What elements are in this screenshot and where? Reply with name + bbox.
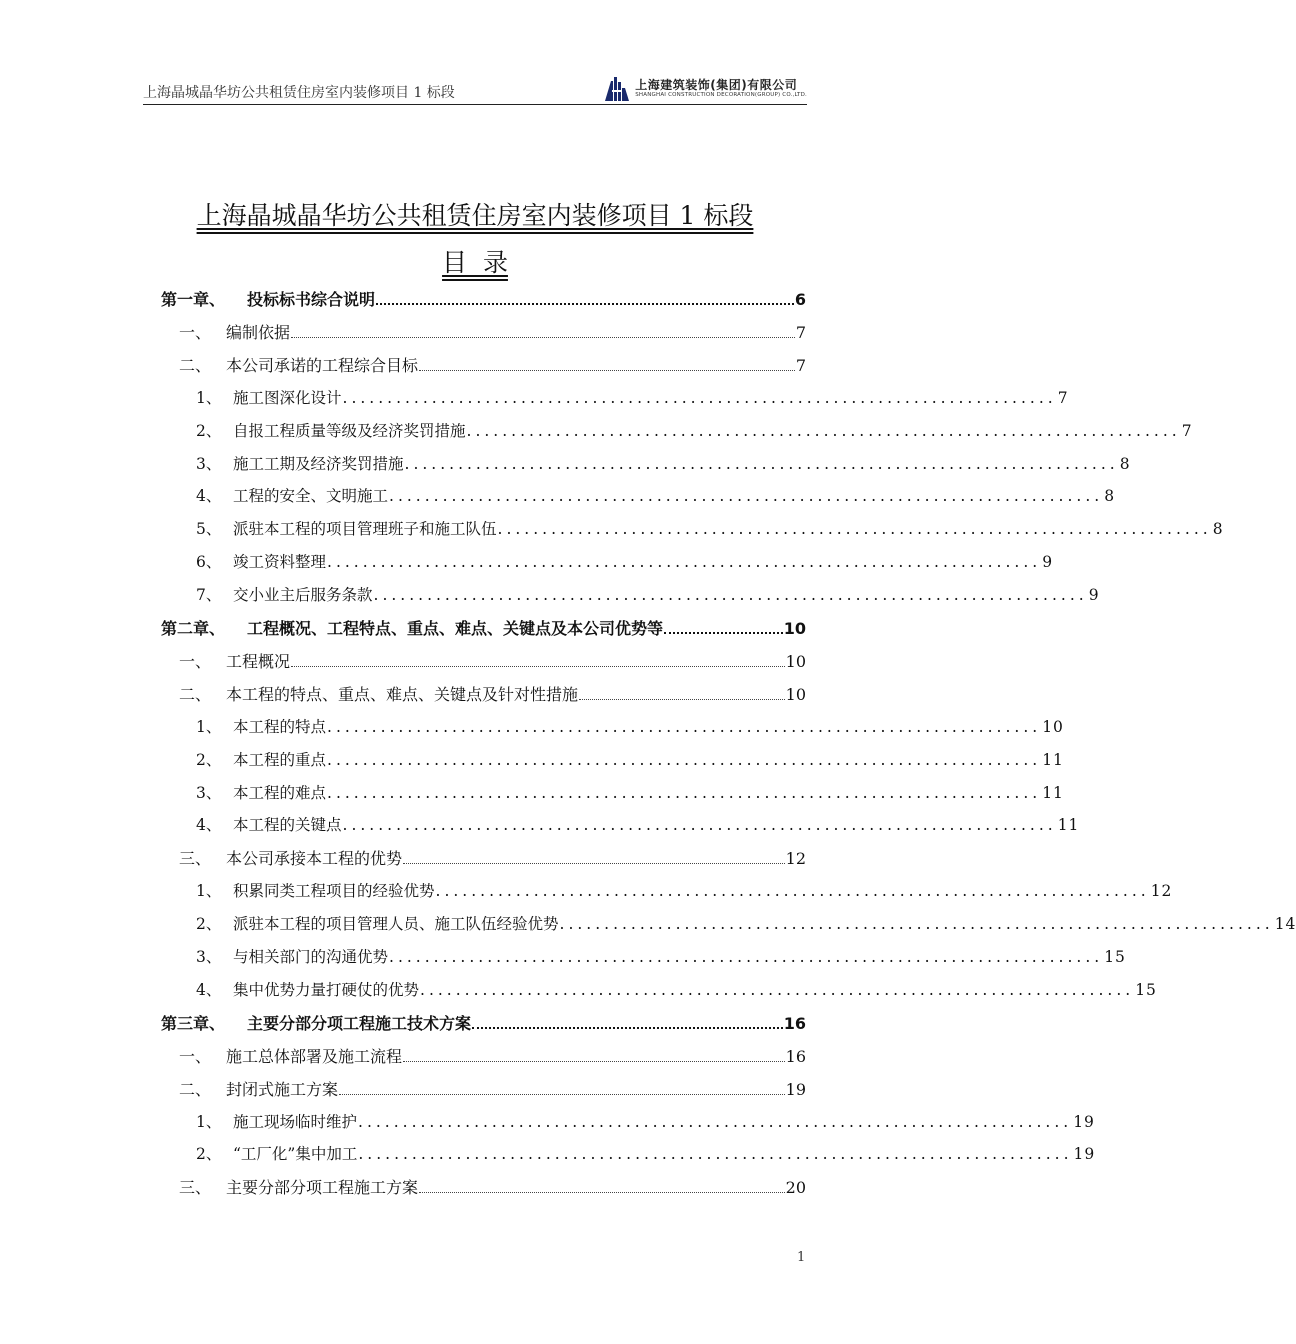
toc-entry-title: 与相关部门的沟通优势 bbox=[233, 948, 389, 966]
toc-entry-title: 本公司承接本工程的优势 bbox=[226, 849, 403, 868]
toc-entry-title: 本公司承诺的工程综合目标 bbox=[226, 356, 419, 375]
toc-entry-page: 8 bbox=[1212, 520, 1224, 538]
toc-entry[interactable] bbox=[196, 1142, 1096, 1164]
toc-entry-page: 7 bbox=[1181, 422, 1193, 440]
toc-entry-number: 5、 bbox=[196, 520, 222, 538]
toc-entry[interactable] bbox=[196, 583, 1100, 605]
page-number: 1 bbox=[797, 1250, 806, 1265]
toc-entry-number: 二、 bbox=[179, 685, 212, 704]
toc-entry-number: 2、 bbox=[196, 422, 222, 440]
toc-leader-dots bbox=[579, 698, 785, 700]
toc-entry[interactable] bbox=[179, 649, 806, 672]
toc-leader-dots: ................................................................................ bbox=[389, 948, 1104, 966]
toc-entry-page: 8 bbox=[1104, 487, 1116, 505]
page-header bbox=[143, 76, 807, 105]
toc-entry-number: 第一章、 bbox=[161, 290, 226, 309]
toc-entry[interactable] bbox=[196, 715, 1064, 737]
toc-entry-number: 2、 bbox=[196, 1145, 222, 1163]
toc-entry-title: 施工工期及经济奖罚措施 bbox=[233, 455, 404, 473]
toc-entry-page: 12 bbox=[1150, 882, 1173, 900]
toc-entry-title: 主要分部分项工程施工技术方案 bbox=[247, 1014, 472, 1033]
toc-leader-dots: ................................................................................ bbox=[358, 1145, 1073, 1163]
toc-entry-number: 第二章、 bbox=[161, 619, 226, 638]
toc-leader-dots: ................................................................................ bbox=[389, 487, 1104, 505]
toc-entry[interactable] bbox=[196, 1110, 1095, 1132]
logo-company-name: 上海建筑装饰(集团)有限公司 bbox=[635, 78, 798, 92]
toc-entry-number: 二、 bbox=[179, 1080, 212, 1099]
toc-entry-title: 派驻本工程的项目管理人员、施工队伍经验优势 bbox=[233, 915, 559, 933]
toc-entry[interactable] bbox=[196, 781, 1064, 803]
company-logo bbox=[603, 76, 807, 102]
toc-entry-page: 12 bbox=[785, 849, 806, 868]
toc-leader-dots: ................................................................................ bbox=[342, 816, 1057, 834]
toc-entry-page: 10 bbox=[785, 685, 806, 704]
toc-entry-number: 3、 bbox=[196, 948, 222, 966]
toc-entry-number: 2、 bbox=[196, 915, 222, 933]
toc-entry-page: 7 bbox=[795, 323, 806, 342]
toc-leader-dots: ................................................................................ bbox=[327, 751, 1042, 769]
toc-entry[interactable] bbox=[196, 748, 1064, 770]
toc-entry[interactable] bbox=[196, 945, 1126, 967]
toc-entry-title: 本工程的特点 bbox=[233, 718, 327, 736]
toc-entry-title: 本工程的关键点 bbox=[233, 816, 342, 834]
company-logo-icon bbox=[603, 76, 631, 102]
toc-leader-dots bbox=[403, 862, 785, 864]
toc-entry-title: 封闭式施工方案 bbox=[226, 1080, 339, 1099]
toc-entry-title: 工程概况、工程特点、重点、难点、关键点及本公司优势等 bbox=[247, 619, 664, 638]
toc-entry-title: 本工程的特点、重点、难点、关键点及针对性措施 bbox=[226, 685, 579, 704]
toc-entry-title: 工程的安全、文明施工 bbox=[233, 487, 389, 505]
toc-entry-page: 10 bbox=[783, 619, 806, 638]
toc-leader-dots: ................................................................................ bbox=[420, 981, 1135, 999]
toc-entry-number: 1、 bbox=[196, 718, 222, 736]
toc-leader-dots: ................................................................................ bbox=[327, 553, 1042, 571]
logo-company-name-en: SHANGHAI CONSTRUCTION DECORATION(GROUP) CO.,LTD. bbox=[635, 92, 807, 98]
toc-entry[interactable] bbox=[196, 879, 1173, 901]
toc-leader-dots: ................................................................................ bbox=[327, 784, 1042, 802]
toc-leader-dots: ................................................................................ bbox=[404, 455, 1119, 473]
toc-entry-number: 2、 bbox=[196, 751, 222, 769]
toc-leader-dots: ................................................................................ bbox=[435, 882, 1150, 900]
toc-entry-page: 19 bbox=[1073, 1113, 1095, 1131]
toc-entry[interactable] bbox=[196, 550, 1054, 572]
toc-entry[interactable] bbox=[179, 320, 806, 343]
toc-entry-page: 8 bbox=[1119, 455, 1131, 473]
toc-entry[interactable] bbox=[196, 813, 1080, 835]
toc-entry[interactable] bbox=[179, 1044, 806, 1067]
toc-leader-dots bbox=[291, 665, 785, 667]
toc-entry-number: 一、 bbox=[179, 323, 212, 342]
toc-entry-number: 1、 bbox=[196, 882, 222, 900]
toc-entry-title: 自报工程质量等级及经济奖罚措施 bbox=[233, 422, 466, 440]
toc-leader-dots: ................................................................................ bbox=[559, 915, 1274, 933]
toc-leader-dots: ................................................................................ bbox=[466, 422, 1181, 440]
toc-leader-dots bbox=[664, 631, 783, 634]
toc-entry-page: 6 bbox=[794, 290, 806, 309]
toc-entry-number: 一、 bbox=[179, 652, 212, 671]
toc-entry[interactable] bbox=[179, 846, 806, 869]
toc-entry-number: 一、 bbox=[179, 1047, 212, 1066]
toc-entry-page: 20 bbox=[785, 1178, 806, 1197]
toc-entry[interactable] bbox=[179, 682, 806, 705]
toc-entry[interactable] bbox=[196, 517, 1224, 539]
toc-entry-number: 三、 bbox=[179, 1178, 212, 1197]
toc-entry-page: 10 bbox=[1042, 718, 1064, 736]
toc-entry-number: 6、 bbox=[196, 553, 222, 571]
toc-entry-page: 15 bbox=[1104, 948, 1126, 966]
toc-entry-title: 本工程的重点 bbox=[233, 751, 327, 769]
toc-entry-title: 投标标书综合说明 bbox=[247, 290, 376, 309]
toc-entry-title: 主要分部分项工程施工方案 bbox=[226, 1178, 419, 1197]
toc-entry-page: 9 bbox=[1088, 586, 1100, 604]
toc-entry-title: “工厂化”集中加工 bbox=[233, 1145, 358, 1163]
toc-leader-dots bbox=[419, 369, 795, 371]
toc-entry[interactable] bbox=[196, 386, 1069, 408]
toc-entry-title: 本工程的难点 bbox=[233, 784, 327, 802]
toc-entry-title: 积累同类工程项目的经验优势 bbox=[233, 882, 435, 900]
toc-entry-page: 19 bbox=[1073, 1145, 1096, 1163]
toc-entry-title: 施工图深化设计 bbox=[233, 389, 342, 407]
toc-leader-dots bbox=[403, 1060, 785, 1062]
toc-entry[interactable] bbox=[161, 287, 806, 310]
toc-entry-title: 施工总体部署及施工流程 bbox=[226, 1047, 403, 1066]
toc-entry-title: 施工现场临时维护 bbox=[233, 1113, 358, 1131]
toc-entry-title: 编制依据 bbox=[226, 323, 291, 342]
toc-entry-number: 3、 bbox=[196, 455, 222, 473]
toc-leader-dots: ................................................................................ bbox=[373, 586, 1088, 604]
toc-entry-title: 工程概况 bbox=[226, 652, 291, 671]
toc-entry-number: 4、 bbox=[196, 816, 222, 834]
toc-entry-number: 1、 bbox=[196, 389, 222, 407]
toc-entry-number: 二、 bbox=[179, 356, 212, 375]
toc-entry-page: 14 bbox=[1274, 915, 1296, 933]
toc-leader-dots bbox=[291, 336, 795, 338]
toc-leader-dots bbox=[376, 302, 794, 305]
toc-leader-dots bbox=[339, 1093, 785, 1095]
toc-entry-number: 3、 bbox=[196, 784, 222, 802]
toc-entry-number: 7、 bbox=[196, 586, 222, 604]
toc-entry-page: 9 bbox=[1042, 553, 1054, 571]
toc-entry[interactable] bbox=[196, 452, 1131, 474]
toc-entry-page: 7 bbox=[1057, 389, 1069, 407]
toc-entry[interactable] bbox=[196, 912, 1296, 934]
toc-heading: 目 录 bbox=[442, 248, 508, 277]
header-title: 上海晶城晶华坊公共租赁住房室内装修项目 1 标段 bbox=[143, 85, 455, 101]
toc-entry[interactable] bbox=[179, 1077, 806, 1100]
toc-entry-number: 4、 bbox=[196, 981, 222, 999]
toc-entry-page: 11 bbox=[1057, 816, 1080, 834]
toc-entry[interactable] bbox=[179, 353, 806, 376]
toc-entry-title: 派驻本工程的项目管理班子和施工队伍 bbox=[233, 520, 497, 538]
toc-entry-page: 15 bbox=[1135, 981, 1157, 999]
toc-leader-dots: ................................................................................ bbox=[327, 718, 1042, 736]
toc-entry[interactable] bbox=[196, 978, 1157, 1000]
toc-entry[interactable] bbox=[161, 616, 806, 639]
toc-entry-page: 11 bbox=[1042, 784, 1064, 802]
toc-entry[interactable] bbox=[161, 1011, 806, 1034]
toc-entry-page: 19 bbox=[785, 1080, 806, 1099]
toc-entry-number: 4、 bbox=[196, 487, 222, 505]
toc-entry-page: 7 bbox=[795, 356, 806, 375]
toc-entry-number: 第三章、 bbox=[161, 1014, 226, 1033]
toc-entry[interactable] bbox=[196, 419, 1193, 441]
toc-entry-number: 三、 bbox=[179, 849, 212, 868]
toc-leader-dots: ................................................................................ bbox=[342, 389, 1057, 407]
toc-entry-page: 10 bbox=[785, 652, 806, 671]
toc-entry-title: 交小业主后服务条款 bbox=[233, 586, 373, 604]
toc-entry-number: 1、 bbox=[196, 1113, 222, 1131]
toc-entry[interactable] bbox=[196, 484, 1116, 506]
toc-entry[interactable] bbox=[179, 1175, 806, 1198]
document-title: 上海晶城晶华坊公共租赁住房室内装修项目 1 标段 bbox=[196, 201, 754, 230]
toc-entry-title: 竣工资料整理 bbox=[233, 553, 327, 571]
toc-leader-dots bbox=[419, 1191, 785, 1193]
toc-entry-title: 集中优势力量打硬仗的优势 bbox=[233, 981, 420, 999]
toc-entry-page: 16 bbox=[785, 1047, 806, 1066]
toc-leader-dots: ................................................................................ bbox=[358, 1113, 1073, 1131]
toc-leader-dots: ................................................................................ bbox=[497, 520, 1212, 538]
toc-entry-page: 16 bbox=[783, 1014, 806, 1033]
toc-leader-dots bbox=[472, 1026, 783, 1029]
toc-entry-page: 11 bbox=[1042, 751, 1064, 769]
